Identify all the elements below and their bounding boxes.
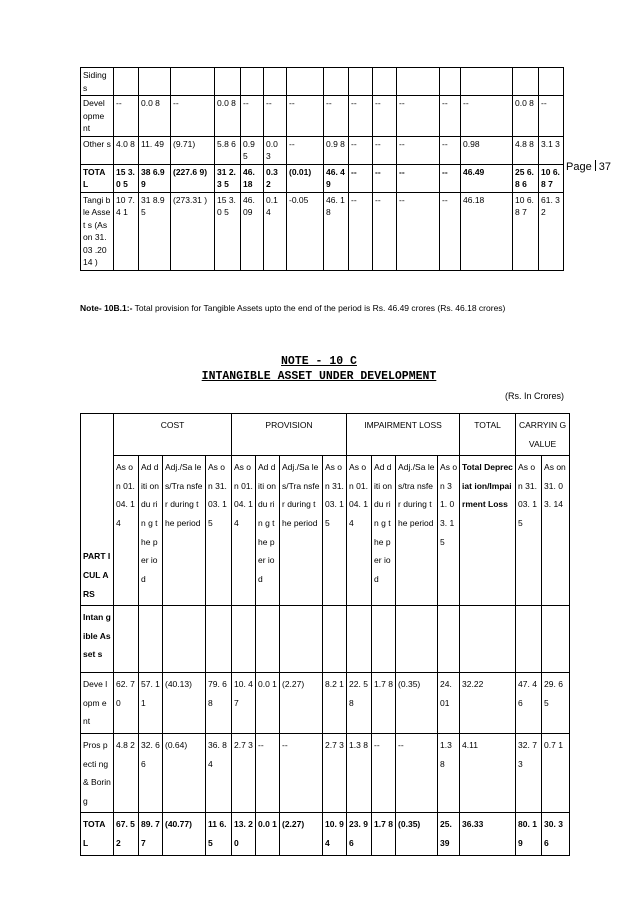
column-header: Ad diti on du rin g the per iod [256,456,280,606]
table-cell: 62. 70 [114,673,139,734]
table-cell: 89. 77 [139,813,163,855]
table-cell: 4.11 [460,733,516,812]
column-header: As on 31. 03. 15 [516,456,542,606]
column-header: As on 01. 04. 14 [114,456,139,606]
table-row [81,813,570,855]
table-cell: 32. 73 [516,733,542,812]
page-number-value: 37 [598,161,611,173]
row-label: Tangi ble Asset s (As on 31.03 .2014 ) [81,192,114,270]
table-cell: 38 6.9 9 [139,164,171,192]
table-cell: 15 3.0 5 [114,164,139,192]
table-cell [287,68,324,96]
table-cell: -- [287,96,324,137]
table-cell: 0.3 2 [264,164,287,192]
page-separator [595,160,596,171]
table-cell: 1.3 8 [438,733,460,812]
table-cell: 47. 46 [516,673,542,734]
table-row [81,68,564,96]
column-header: Total Depreciat ion/Impai rment Loss [460,456,516,606]
table-cell: 0.9 5 [241,136,264,164]
table-cell [397,68,440,96]
table-cell [349,68,373,96]
table-row [81,164,564,192]
table-cell: 36.33 [460,813,516,855]
table-cell [324,68,349,96]
table-cell: 1.7 8 [372,673,396,734]
table-cell: -- [349,164,373,192]
table-cell: 46. 49 [324,164,349,192]
table-cell: -- [349,192,373,270]
table-cell: (273.31 ) [171,192,215,270]
table-cell: -- [440,136,461,164]
row-label: Deve lopm ent [81,673,114,734]
table-cell: 0.7 1 [542,733,570,812]
table-row [81,733,570,812]
table-cell: 46. 18 [241,164,264,192]
table-cell: -- [256,733,280,812]
table-cell: -- [440,96,461,137]
table-cell: 4.8 8 [513,136,539,164]
table-cell: 11 6.5 [206,813,232,855]
table-cell: 0.0 1 [256,673,280,734]
table-cell: 80. 19 [516,813,542,855]
table-cell: 32. 66 [139,733,163,812]
table-cell: 30. 36 [542,813,570,855]
note-10c-subtitle: INTANGIBLE ASSET UNDER DEVELOPMENT [201,370,437,383]
tangible-assets-body [81,68,564,271]
table-cell [241,68,264,96]
table-cell: 31 2.3 5 [215,164,241,192]
note-10b1-label: Note- 10B.1:- [80,303,133,313]
page-label: Page [566,161,592,173]
column-header: Ad diti on du rin g the per iod [372,456,396,606]
table-cell: 24. 01 [438,673,460,734]
carrying-value-header: CARRYIN G VALUE [516,414,570,456]
column-header: Adj./Sa les/tra nsfer during the period [396,456,438,606]
intangible-assets-body [81,673,570,855]
table-cell: -- [373,164,397,192]
table-cell: 0.98 [461,136,513,164]
table-cell: (9.71) [171,136,215,164]
table-cell: 46. 09 [241,192,264,270]
column-header: As on 01. 04. 14 [232,456,256,606]
table-cell: -- [539,96,564,137]
table-cell: 0.9 8 [324,136,349,164]
row-label: TOTA L [81,813,114,855]
table-cell: 10 6.8 7 [539,164,564,192]
table-cell: 1.7 8 [372,813,396,855]
table-cell: 3.1 3 [539,136,564,164]
table-cell: -- [280,733,323,812]
table-cell: -- [440,164,461,192]
table-cell: 36. 84 [206,733,232,812]
note-10b1-text: Total provision for Tangible Assets upto the end of the period is Rs. 46.49 crores (Rs. 46.18 crores) [132,303,506,313]
table-cell: 11. 49 [139,136,171,164]
table-cell: -- [373,192,397,270]
section-row [81,606,570,673]
table-cell: 8.2 1 [323,673,347,734]
table-cell: 15 3.0 5 [215,192,241,270]
table-cell: 10 7.4 1 [114,192,139,270]
row-label: Devel opme nt [81,96,114,137]
table-cell: 10. 47 [232,673,256,734]
impairment-header: IMPAIRMENT LOSS [347,414,460,456]
table-cell [114,68,139,96]
table-cell: -- [349,136,373,164]
table-cell: 0.0 3 [264,136,287,164]
table-cell: (2.27) [280,813,323,855]
table-cell: 0.0 8 [513,96,539,137]
table-cell: 46.18 [461,192,513,270]
table-cell: 57. 11 [139,673,163,734]
table-cell: (0.35) [396,673,438,734]
particulars-header: PART ICUL ARS [81,414,114,606]
table-cell: -- [397,96,440,137]
table-cell [215,68,241,96]
table-cell: -- [372,733,396,812]
table-cell: 46. 18 [324,192,349,270]
table-cell: -- [171,96,215,137]
column-header: Adj./Sa les/Tra nsfer during the period [163,456,206,606]
table-cell: (0.35) [396,813,438,855]
table-cell: -- [373,136,397,164]
table-cell: 0.0 8 [139,96,171,137]
table-cell [373,68,397,96]
note-10b1 [80,303,505,313]
table-cell: -- [461,96,513,137]
table-cell: -- [241,96,264,137]
table-cell: 10 6.8 7 [513,192,539,270]
sub-header-row [81,456,570,606]
table-cell: -0.05 [287,192,324,270]
table-cell [171,68,215,96]
column-header: As on 31. 03. 14 [542,456,570,606]
table-cell [513,68,539,96]
table-cell: 22. 58 [347,673,372,734]
table-row [81,673,570,734]
table-cell: 67. 52 [114,813,139,855]
table-cell: (0.64) [163,733,206,812]
table-cell: (2.27) [280,673,323,734]
column-header: As on 01. 04. 14 [347,456,372,606]
table-cell [139,68,171,96]
column-header: Adj./Sa les/Tra nsfer during the period [280,456,323,606]
page-number [566,160,611,173]
total-header: TOTAL [460,414,516,456]
column-header: As on 31. 03. 15 [323,456,347,606]
table-cell: -- [397,136,440,164]
column-header: As on 31. 03. 15 [438,456,460,606]
row-label: TOTA L [81,164,114,192]
intangible-assets-table [80,413,570,856]
table-row [81,96,564,137]
provision-header: PROVISION [232,414,347,456]
row-label: Siding s [81,68,114,96]
table-cell: 2.7 3 [232,733,256,812]
table-row [81,192,564,270]
table-cell [264,68,287,96]
table-cell: -- [397,164,440,192]
table-cell: 13. 20 [232,813,256,855]
cost-header: COST [114,414,232,456]
table-cell: 10. 94 [323,813,347,855]
row-label: Pros pecti ng & Borin g [81,733,114,812]
table-cell: 0.0 8 [215,96,241,137]
table-cell [461,68,513,96]
column-header: As on 31. 03. 15 [206,456,232,606]
table-row [81,136,564,164]
table-cell: 2.7 3 [323,733,347,812]
section-label: Intan gible Asset s [81,606,114,673]
table-cell: -- [396,733,438,812]
table-cell: 29. 65 [542,673,570,734]
table-cell: 25 6.8 6 [513,164,539,192]
table-cell [539,68,564,96]
table-cell: (227.6 9) [171,164,215,192]
table-cell: 31 8.9 5 [139,192,171,270]
table-cell: (40.77) [163,813,206,855]
table-cell: -- [440,192,461,270]
table-cell: -- [373,96,397,137]
table-cell [440,68,461,96]
table-cell: 25. 39 [438,813,460,855]
table-cell: -- [114,96,139,137]
table-cell: 61. 32 [539,192,564,270]
table-cell: 23. 96 [347,813,372,855]
table-cell: 4.8 2 [114,733,139,812]
table-cell: -- [397,192,440,270]
row-label: Other s [81,136,114,164]
units-label: (Rs. In Crores) [505,391,565,401]
table-cell: 5.8 6 [215,136,241,164]
table-cell: 4.0 8 [114,136,139,164]
table-cell: 79. 68 [206,673,232,734]
table-cell: -- [264,96,287,137]
table-cell: -- [324,96,349,137]
group-header-row [81,414,570,456]
tangible-assets-table [80,67,564,271]
column-header: Ad diti on du rin g the per iod [139,456,163,606]
table-cell: 0.0 1 [256,813,280,855]
table-cell: 46.49 [461,164,513,192]
note-10c-title: NOTE - 10 C [281,355,357,368]
table-cell: (40.13) [163,673,206,734]
table-cell: 1.3 8 [347,733,372,812]
table-cell: (0.01) [287,164,324,192]
table-cell: 0.1 4 [264,192,287,270]
table-cell: -- [287,136,324,164]
table-cell: -- [349,96,373,137]
table-cell: 32.22 [460,673,516,734]
